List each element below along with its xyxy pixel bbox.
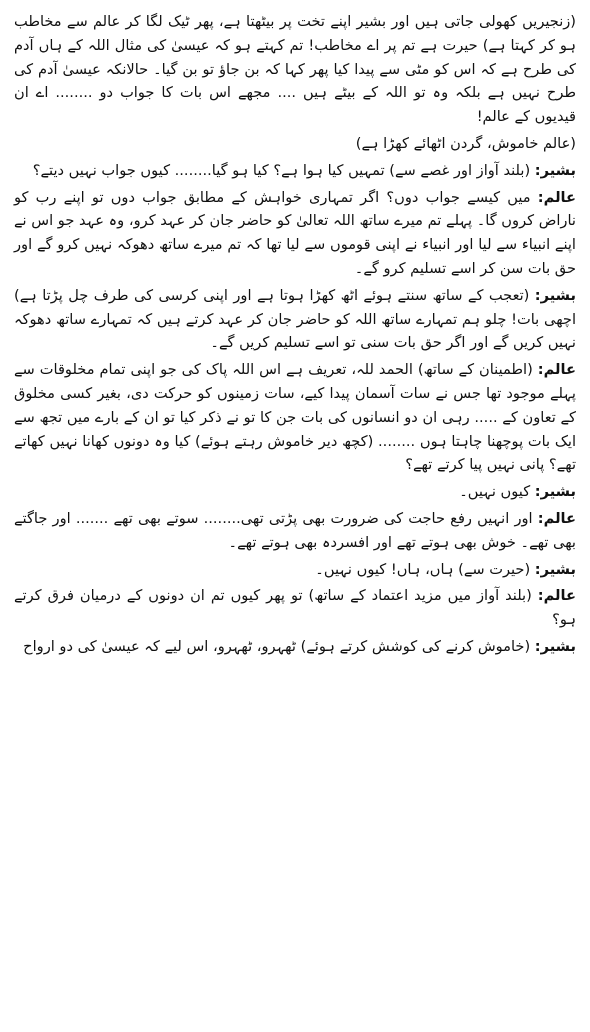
paragraph-1 — [14, 10, 576, 129]
paragraph-10 — [14, 584, 576, 632]
paragraph-9 — [14, 558, 576, 582]
paragraph-11 — [14, 635, 576, 659]
paragraph-text: (بلند آواز اور غصے سے) تمہیں کیا ہوا ہے؟ کیا ہو گیا........ کیوں جواب نہیں دیتے؟ — [32, 161, 531, 179]
paragraph-5 — [14, 284, 576, 355]
paragraph-6 — [14, 358, 576, 477]
paragraph-8 — [14, 507, 576, 555]
paragraph-3 — [14, 159, 576, 183]
speaker-label: بشیر: — [534, 161, 576, 179]
paragraph-text: (خاموش کرنے کی کوشش کرتے ہوئے) ٹھہرو، ٹھہرو، اس لیے کہ عیسیٰ کی دو ارواح — [23, 637, 531, 655]
paragraph-text: (حیرت سے) ہاں، ہاں! کیوں نہیں۔ — [315, 560, 531, 578]
paragraph-text: اور انہیں رفع حاجت کی ضرورت بھی پڑتی تھی........ سوتے بھی تھے ....... اور جاگتے بھی تھے۔ خوش بھی ہوتے تھے اور افسردہ بھی ہوتے تھے۔ — [14, 509, 576, 551]
speaker-label: بشیر: — [534, 483, 576, 501]
paragraph-text: (زنجیریں کھولی جاتی ہیں اور بشیر اپنے تخت پر بیٹھتا ہے، پھر ٹیک لگا کر عالم سے مخاطب ہو کر کہتا ہے) حیرت ہے تم پر اے مخاطب! تم کہتے ہو کہ عیسیٰ کی مثال اللہ کے ہاں آدم کی طرح ہے کہ اس کو مٹی سے پیدا کیا پھر کہا کہ بن جاؤ تو بن گیا۔ حالانکہ عیسیٰ آدم کی طرح نہیں ہے بلکہ وہ تو اللہ کے بیٹے ہیں .... مجھے اس بات کا جواب دو ........ اے ان قیدیوں کے عالم! — [14, 13, 576, 126]
speaker-label: بشیر: — [534, 286, 576, 304]
speaker-label: عالم: — [537, 509, 577, 527]
paragraph-text: میں کیسے جواب دوں؟ اگر تمہاری خواہش کے مطابق جواب دوں تو اپنے رب کو ناراض کروں گا۔ پہلے تم میرے ساتھ اللہ تعالیٰ کو حاضر جان کر عہد کرو، وہ عہد جو اس نے اپنے انبیاء سے لیا اور انبیاء نے اپنی قوموں سے لیا تھا کہ تم میرے ساتھ دھوکہ نہیں کرو گے اور حق بات سن کر اسے تسلیم کرو گے۔ — [14, 188, 576, 277]
paragraph-4 — [14, 186, 576, 281]
paragraph-text: (بلند آواز میں مزید اعتماد کے ساتھ) تو پھر کیوں تم ان دونوں کے درمیان فرق کرتے ہو؟ — [14, 587, 576, 629]
paragraph-text: (اطمینان کے ساتھ) الحمد للہ، تعریف ہے اس اللہ پاک کی جو اپنی تمام مخلوقات سے پہلے موجود تھا جس نے سات آسمان پیدا کیے، سات زمینوں کو حرکت دی، بغیر کسی مخلوق کے تعاون کے ..... رہی ان دو انسانوں کی بات جن کا تو نے ذکر کیا تو ان کے بارے میں تجھ سے ایک بات پوچھنا چاہتا ہوں ........ (کچھ دیر خاموش رہتے ہوئے) کیا وہ دونوں کھانا نہیں کھاتے تھے؟ پانی نہیں پیا کرتے تھے؟ — [14, 361, 576, 474]
paragraph-2 — [14, 132, 576, 156]
paragraph-text: کیوں نہیں۔ — [459, 483, 531, 501]
speaker-label: بشیر: — [534, 637, 576, 655]
speaker-label: بشیر: — [534, 560, 576, 578]
speaker-label: عالم: — [537, 587, 576, 605]
paragraph-text: (عالم خاموش، گردن اٹھائے کھڑا ہے) — [355, 134, 576, 152]
speaker-label: عالم: — [537, 188, 577, 206]
paragraph-7 — [14, 480, 576, 504]
speaker-label: عالم: — [537, 361, 576, 379]
paragraph-text: (تعجب کے ساتھ سنتے ہوئے اٹھ کھڑا ہوتا ہے اور اپنی کرسی کی طرف چل پڑتا ہے) اچھی بات! چلو ہم تمہارے ساتھ اللہ کو حاضر جان کر عہد کرتے ہیں کہ تمہارے ساتھ دھوکہ نہیں کریں گے اور اگر حق بات سنی تو اسے تسلیم کریں گے۔ — [14, 286, 576, 352]
